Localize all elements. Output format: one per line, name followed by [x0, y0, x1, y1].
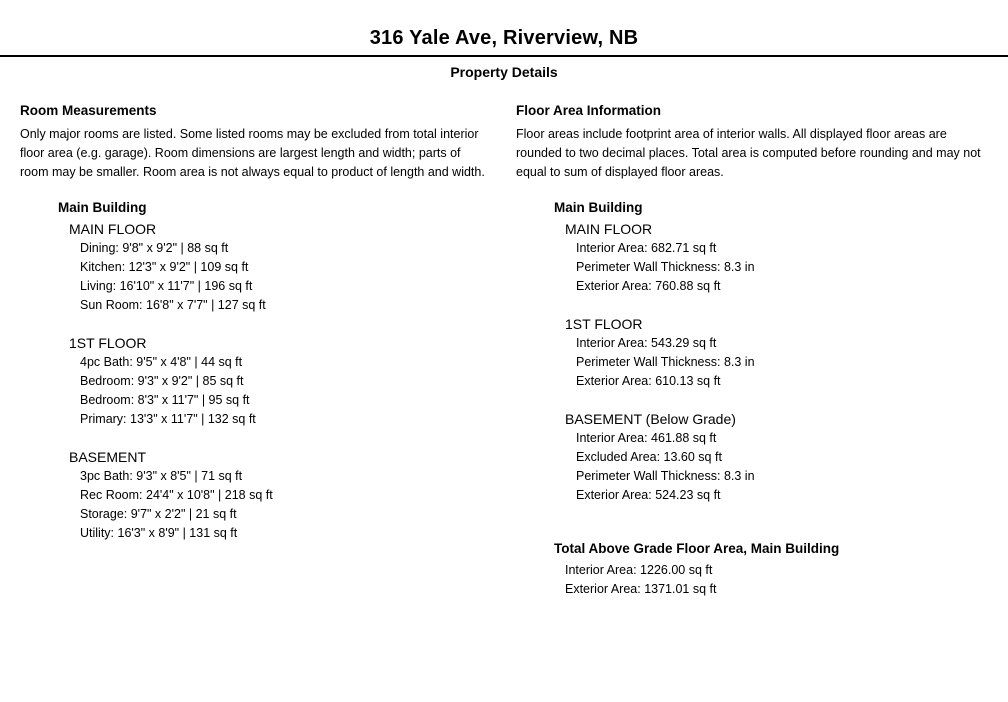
floor-area-section — [516, 103, 996, 599]
floor-area-floor-list — [554, 220, 996, 505]
room-measurement-line: 4pc Bath: 9'5" x 4'8" | 44 sq ft — [80, 355, 243, 369]
room-measurements-floor-list — [58, 220, 492, 543]
floor-name: BASEMENT — [69, 449, 147, 465]
room-measurements-heading: Room Measurements — [20, 103, 157, 118]
total-detail-list — [554, 561, 996, 599]
page-title: 316 Yale Ave, Riverview, NB — [369, 27, 639, 49]
room-measurement-line: Utility: 16'3" x 8'9" | 131 sq ft — [80, 526, 238, 540]
floor-area-detail-line: Interior Area: 543.29 sq ft — [576, 336, 717, 350]
room-list — [69, 467, 492, 543]
total-above-grade-heading: Total Above Grade Floor Area, Main Building — [554, 541, 840, 556]
floor-area-heading: Floor Area Information — [516, 103, 662, 118]
floor-block — [565, 315, 996, 391]
room-measurement-line: Sun Room: 16'8" x 7'7" | 127 sq ft — [80, 298, 266, 312]
floor-area-detail-line: Exterior Area: 610.13 sq ft — [576, 374, 721, 388]
room-list — [69, 239, 492, 315]
building-name: Main Building — [554, 200, 643, 215]
floor-area-detail-line: Interior Area: 682.71 sq ft — [576, 241, 717, 255]
total-detail-line: Interior Area: 1226.00 sq ft — [565, 563, 713, 577]
content-columns — [0, 103, 1008, 599]
room-measurement-line: Kitchen: 12'3" x 9'2" | 109 sq ft — [80, 260, 249, 274]
page-header — [0, 0, 1008, 80]
room-measurement-line: Primary: 13'3" x 11'7" | 132 sq ft — [80, 412, 256, 426]
room-measurement-line: Rec Room: 24'4" x 10'8" | 218 sq ft — [80, 488, 273, 502]
floor-area-building — [554, 201, 996, 505]
floor-block — [69, 334, 492, 429]
floor-area-detail-line: Perimeter Wall Thickness: 8.3 in — [576, 260, 755, 274]
header-divider — [0, 55, 1008, 57]
room-measurement-line: Living: 16'10" x 11'7" | 196 sq ft — [80, 279, 253, 293]
floor-area-description: Floor areas include footprint area of interior walls. All displayed floor areas are rounded to two decimal places. Total area is computed before rounding and may not equal to sum of displayed floor areas. — [516, 127, 981, 179]
room-measurement-line: Storage: 9'7" x 2'2" | 21 sq ft — [80, 507, 237, 521]
floor-area-detail-line: Exterior Area: 524.23 sq ft — [576, 488, 721, 502]
room-measurements-building — [58, 201, 492, 543]
room-measurement-line: Bedroom: 9'3" x 9'2" | 85 sq ft — [80, 374, 244, 388]
room-measurement-line: Dining: 9'8" x 9'2" | 88 sq ft — [80, 241, 229, 255]
room-measurement-line: 3pc Bath: 9'3" x 8'5" | 71 sq ft — [80, 469, 243, 483]
floor-block — [69, 448, 492, 543]
room-measurements-section — [20, 103, 492, 599]
floor-area-detail-line: Interior Area: 461.88 sq ft — [576, 431, 717, 445]
floor-detail-list — [565, 429, 996, 505]
floor-detail-list — [565, 239, 996, 296]
floor-area-detail-line: Perimeter Wall Thickness: 8.3 in — [576, 469, 755, 483]
floor-area-detail-line: Perimeter Wall Thickness: 8.3 in — [576, 355, 755, 369]
floor-name: MAIN FLOOR — [69, 221, 157, 237]
room-measurement-line: Bedroom: 8'3" x 11'7" | 95 sq ft — [80, 393, 250, 407]
floor-detail-list — [565, 334, 996, 391]
floor-block — [69, 220, 492, 315]
floor-name: BASEMENT (Below Grade) — [565, 411, 736, 427]
floor-name: MAIN FLOOR — [565, 221, 653, 237]
floor-block — [565, 410, 996, 505]
floor-block — [565, 220, 996, 296]
floor-name: 1ST FLOOR — [69, 335, 147, 351]
room-list — [69, 353, 492, 429]
building-name: Main Building — [58, 200, 147, 215]
total-above-grade-section — [554, 542, 996, 599]
total-detail-line: Exterior Area: 1371.01 sq ft — [565, 582, 717, 596]
floor-area-detail-line: Exterior Area: 760.88 sq ft — [576, 279, 721, 293]
room-measurements-description: Only major rooms are listed. Some listed rooms may be excluded from total interior floor area (e.g. garage). Room dimensions are largest length and width; parts of room may be smaller. Room area is not always equal to product of length and width. — [20, 127, 485, 179]
page-subtitle: Property Details — [450, 64, 558, 80]
floor-name: 1ST FLOOR — [565, 316, 643, 332]
floor-area-detail-line: Excluded Area: 13.60 sq ft — [576, 450, 722, 464]
